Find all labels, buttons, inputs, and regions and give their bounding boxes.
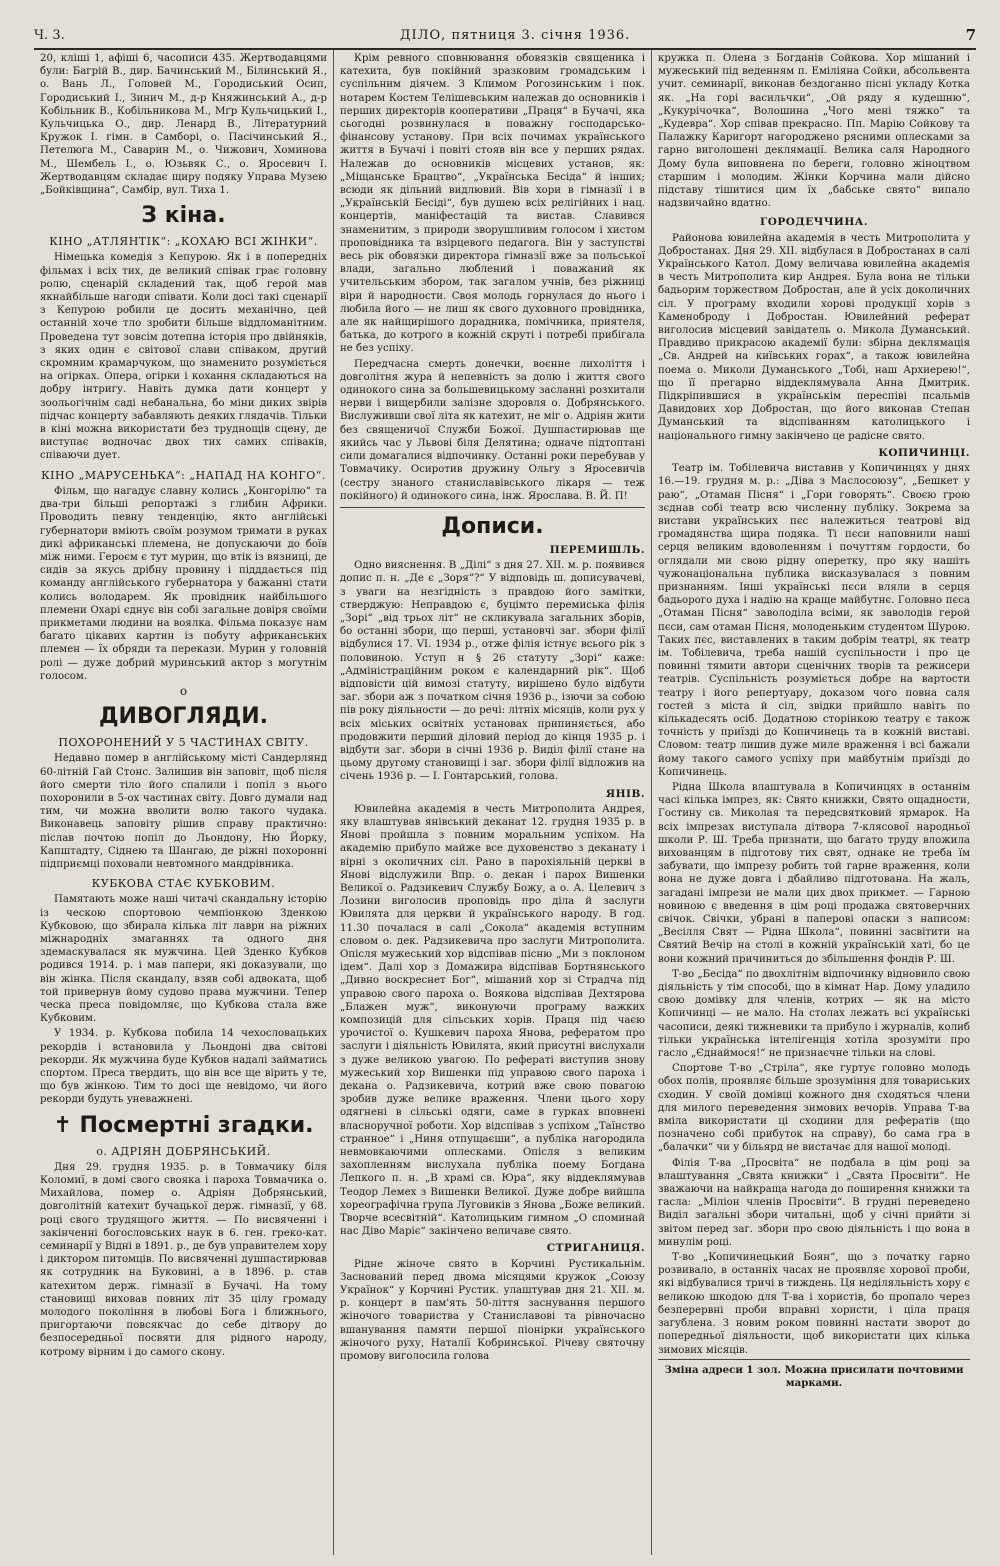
kopychyntsi-text-3: Т-во „Бесіда“ по двохлітнім відпочинку відновило свою діяльність у тім способі, що в кімнат Нар. Дому уладило свою домівку для членів, котрих — як на місто Копичинці — не мало. На столах лежать всі українські часописи, деякі тижневики та прибуло і журналів, колиб тільки українська інтелігенція хотіла зрозуміти про гасло „Єднаймося!“ не признаєчне тільки на слові. [658,968,970,1060]
kopychyntsi-text-6: Т-во „Копичинецький Боян“, що з початку гарно розвивало, в останніх часах не проявляє хорової проби, які відбувалися тричі в тиждень. Ця неділяльність хору є великою шкодою для Т-ва і хористів, бо пропало через безперервні проби вправні хористи, і ціла праця загублена. З новим роком повинні настати зворот до попередньої діяльности, щоб використати цих кілька зимових місяців. [658,1252,970,1356]
section-title-kino: З кіна. [141,203,226,229]
yaniv-text: Ювилейна академія в честь Митрополита Андрея, яку влаштував янівський деканат 12. грудня 1935 р. в Янові пройшла з повним моральним успіхом. На академію прибуло майже все духовенство з деканату і вірні з околичних сіл. Рано в парохіяльній церкві в Янові відслужили Впр. о. декан і парох Вишенки Великої о. Радзикевич Службу Божу, а о. А. Целевич з Лозини виголосив проповідь про діла й заслуги Ювилята для церкви й українського народу. В год. 11.30 почалася в салі „Сокола“ академія вступним словом о. дек. Радзикевича про заслуги Митрополита. Опісля мужеський хор відспівав пісню „Ми з поклоном ідем“. Далі хор з Домажира відспівав Бортнянського „Дивно воскреснет Бог“, мішаний хор зі Страдча під управою свого пароха о. Воякова відспівав Дехтярова „Блажен муж“, виконуючи програму важких композицій для сільських хорів. Праця під чаєю урочистої о. Кушкевич пароха Янова, рефератом про заслуги і діяльність Ювилята, який присутні вислухали з дуже великою увагою. По рефераті виступив знову мужеський хор Вишенки під управою свого пароха і декана о. Радзикевича, котрий вже свою повагою зробив дуже велике враження. Члени цього хору одягнені в сільські одяги, саме в гурках вповнені власноручної роботи. Хор відспівав з успіхом „Таїнство странное“ і „Ниня отпущаєши“, а публіка нагородила невмовкаючими оплесками. Опісля з великим захопленням вислухала публіка поему Богдана Лепкого п. н. „В храмі св. Юра“, яку віддеклямував Теодор Лемех з Вишенки Великої. Дуже добре вийшла хореографічна група Луговиків з Янова „Боже великий. Творче всесвітній“. Католицьким гимном „О споминай нас Діво Маріє“ закінчено величаве свято. [340,803,645,1238]
peremyshl-text: Одно вияснення. В „Ділі“ з дня 27. ХІІ. м. р. появився допис п. н. „Де є „Зоря“?“ У відповідь ш. дописувачеві, з уваги на незгідність з правдою його замітки, стверджую: Неправдою є, буцімто перемиська філія „Зорі“ „від трьох літ“ не скликувала загальних зборів, бо останні збори, що перші, установчі заг. збори філії відбулися 17. VI. 1934 р., отже філія істнує всього рік з половиною. Уступ н § 26 статуту „Зорі“ каже: „Адміністраційним роком є календарний рік“. Щоб відповісти цій вимозі статуту, вирішено було відбути заг. збори аж з початком січня 1936 р., ізючи за собою пів року діяльности — до речі: літніх місяців, коли рух у всіх міських освітніх установах припиняється, або продовжити перший діловий період до кінця 1935 р. і відбути заг. збори в січні 1936 р. Виділ філії стане на цьому другому становищі і заг. збори філії відложив на січень 1936 р. — І. Гонтарський, голова. [340,560,645,783]
newspaper-dateline: ДІЛО, пятниця 3. січня 1936. [399,27,631,43]
dyvo2-heading: КУБКОВА СТАЄ КУБКОВИМ. [91,877,276,891]
horodechchyna-heading: ГОРОДЕЧЧИНА. [759,216,868,229]
masthead [34,18,976,50]
obituary-text: Дня 29. грудня 1935. р. в Товмачику біля Коломиї, в домі свого свояка і пароха Товмачика о. Михайлова, помер о. Адріян Добрянський, довголітній катехит бучацької держ. гімназії, у 68. році свого трудящого життя. — По висвяченні і закінченні богословських наук в 6. ген. греко-кат. семинарії у Відні в 1891. р., де був управителем хору і диктором питомців. По висвяченні душпастирював як сотрудник на Буковині, а в 1896. р. став катехитом держ. гімназії в Бучачі. На тому становищі виховав повних літ 35 цілу громаду молодого покоління в любові Бога і ближнього, пригортаючи повсякчас до себе дітвору до безпосередньої посвяти для рідного народу, котрому вірним і до самого скону. [40,1161,328,1358]
dyvo2-text-2: У 1934. р. Кубкова побила 14 чехословацьких рекордів і встановила у Льондоні два світові рекорди. Як мужчина буде Кубков надалі займатись спортом. Преса твердить, що він все ще вірить у те, що був жінкою. Тим то досі ще невідомо, чи його рекорди будуть уневажнені. [40,1028,327,1106]
section-title-obituaries: ✝ Посмертні згадки. [53,1112,314,1138]
dyvo1-heading: ПОХОРОНЕНИЙ У 5 ЧАСТИНАХ СВІТУ. [58,736,309,750]
dyvo2-text-1: Памятають може наші читачі скандальну історію із ческою спортовою чемпіонкою Зденкою Кубковою, що збирала кілька літ лаври на ріжних міжнародніх змаганнях та одного дня здемаскувалася як мужчина. Цей Зденко Кубков родився 1914. р. і мав папери, які доказували, що він жінка. Після скандалу, взяв собі адвоката, щоб той привернув йому судово права мужчини. Тепер ческа преса повідомляє, що Кубкова стала вже Кубковим. [40,894,327,1025]
column-3 [652,50,976,1555]
kopychyntsi-text-1: Театр ім. Тобілевича виставив у Копичинцях у днях 16.—19. грудня м. р.: „Діва з Маслосоюзу“, „Бешкет у раю“, „Отаман Пісня“ і „Гори говорять“. Своєю грою зєднав собі театр всю численну публіку. Зокрема за вистави українських пєс належиться театрові від громадянства щира подяка. Ті пєси наповнили наші серця великим вдоволенням і почуттям гордости, бо оглядали ми свою рідну оперетку, про яку нашіть чужонаціональна публика висказувалася з повним признанням. Інші українські пєси вляли в серця бадьорого духа і надію на краще майбутнє. Головно пєса „Отаман Пісня“ заволоділа всіми, як заволодів герой пєси, сам отаман Пісня, молоденьким студентом Шурою. Таких пєс, виставлених в таким добрім театрі, як театр ім. Тобілевича, треба нашій суспільности і про це повинні тямити автори сценічних творів та режисери театрів. Суспільність розуміється добре на вартости театру і його репертуару, доказом чого повна саля гостей з міста й сіл, звідки прийшло навіть по кількадесять осіб. Додатною сторінкою театру є також точність у приїзді до Копичинець та в кожній виставі. Словом: театр лишив дуже миле враження і всі бажали йому такого самого успіху при майбутнім приїзді до Копичинець. [658,463,970,778]
kino2-text: Фільм, що нагадує славну колись „Конгорілю“ та два-три більші репортажі з глибин Африки. Проводить певну тенденцію, якто англійські губернатори вміють своїм розумом тримати в руках дикі африканські племена, не допускаючи до боїв між ними. Героєм є тут мурин, що втік із вязниці, де сидів за якусь дрібну провину і підддається під команду англійського губернатора у бажанні стати колись володарем. Як провідник найбільшого племени Охарі єднує він собі загальне довіря своїми прикметами людини на воялка. Фільма показує нам багато цікавих картин із побуту африканських племен — їх обряди та перекази. Мурин у головній ролі — дуже добрий муринський актор з могутнім голосом. [40,485,327,682]
kino1-heading: КІНО „АТЛЯНТІК“: „КОХАЮ ВСІ ЖІНКИ“. [49,235,318,249]
peremyshl-heading: ПЕРЕМИШЛЬ. [549,543,645,556]
columns [34,50,976,1555]
page-number: 7 [965,26,976,44]
section-title-dyvohliady: ДИВОГЛЯДИ. [98,704,269,730]
yaniv-heading: ЯНІВ. [605,787,645,800]
section-title-dopysy: Дописи. [441,513,544,539]
divider [340,507,645,508]
stryhanytsia-heading: СТРИГАНИЦЯ. [546,1242,645,1255]
stryhanytsia-continued: кружка п. Олена з Богданів Сойкова. Хор мішаний і мужеський під веденням п. Еміліяна Сойки, абсольвента учит. семинарії, виконав бездоганно пісні укладу Котка як. „На горі васильчки“, „Ой ряду я кудешню“, „Кукурічочка“, Волошина „Чого мені тяжко“ та „Кудевра“. Хор співав прекрасно. Пп. Марію Сойкову та Палажку Каригорт нагороджено рясними оплесками за гарно виголошені деклямації. Велика саля Народного Дому була виповнена по береги, головно жіноцтвом старшим і молодим. Жінки Корчина мали дійсно підставу тішитися цим їх „бабське свято“ випало надзвичайно вдатно. [658,53,970,210]
column-2 [334,50,652,1555]
obituary-name: о. АДРІЯН ДОБРЯНСЬКИЙ. [96,1144,271,1158]
kopychyntsi-text-5: Філія Т-ва „Просвіта“ не подбала в цім році за влаштування „Свята книжки“ і „Свята Просвіти“. Не зважаючи на найкраща нагода до поширення книжки та гасла: „Міліон членів Просвіти“. В грудні переведено Виділ загальні збори читальні, щоб у січні прийти зі звітом перед заг. збори про свою діяльність і що вона в минулім році. [658,1157,970,1248]
kopychyntsi-text-4: Спортове Т-во „Стріла“, яке гуртує головно молодь обох полів, проявляє більше зрозуміння для товариських сходин. У своїй домівці кожного дня сходяться члени для милого переведення зимових вечорів. Управа Т-ва вміла використати ці сходини для рефератів (що позначено собі прибуток на справу), бо сама гра в „балачки“ чи у більярд не вистачає для нашої молоді. [658,1063,970,1154]
kopychyntsi-text-2: Рідна Школа влаштувала в Копичинцях в останнім часі кілька імпрез, як: Свято книжки, Свято ощадности, Гостину св. Миколая та передсвятковий ярмарок. На всіх імпрезах виступала дітвора 7-клясової народньої школи Р. Ш. Треба признати, що багато труду вложила вихованцям в підготову тих свят, однаке не треба їм забувати, що імпрезу робить той гарне враження, коли вона не дуже довга і дбайливо підготована. На жаль, загадані імпрези не мали цих двох прикмет. — Гарною новиною є введення в цім році продажа святоверчних свічок. Свічки, убрані в паперові опаски з написом: „Весілля Свят — Рідна Школа“, повинні засвітити на Святий Вечір на столі в кожній українській хаті, бо це вони кожний причиниться до збільшення фондів Р. Ш. [658,781,970,965]
donors-paragraph: 20, кліші 1, афіші 6, часописи 435. Жертводавцями були: Багрій В., дир. Бачинський М., Білинський Я., о. Вань Л., Головей М., Городиський Осип, Городиський І., Зинич М., д-р Княжинський А., д-р Кобільник В., Кобільникова М., Мґр Кульчицький І., Кульчицька О., дир. Ленард В., Літературний Кружок І. гімн. в Самборі, о. Пасічинський Я., Петелюга М., Саварин М., о. Чижович, Хоминова М., Шембель І., о. Юзьвяк С., о. Яросевич І. Жертводавцям складає щиру подяку Управа Музею „Бойківщина“, Самбір, вул. Тиха 1. [40,53,327,197]
column-1 [34,50,334,1555]
address-change-notice: Зміна адреси 1 зол. Можна присилати почтовими марками. [658,1359,970,1390]
obituary-continued-2: Передчасна смерть донечки, воєнне лихоліття і довголітня жура й непевність за долю і життя свого одинокого сина за большевицькому засланні розхитали нерви і вищербили залізне здоровля о. Добрянського. Вислуживши свої літа як катехит, не міг о. Адріян жити без священичої Служби Божої. Душпастирював ще якийсь час у Львові біля Делятина; одначе підтоптані сили домагалися відпочинку. Останні роки перебував у Товмачику. Осиротив дружину Ольгу з Яросевичів (сестру знаного станиславівського лікаря — теж покійного) й одинокого сина, інж. Ярослава. В. Й. П! [340,358,645,502]
horodechchyna-text: Районова ювилейна академія в честь Митрополита у Доброcтанах. Дня 29. XII. відбулася в Доброcтанах в салі Українського Катол. Дому величава ювилейна академія в честь Митрополита кир Андрея. Була вона не тільки бадьорим торжеством Доброcтан, але й усіх доколичних сіл. У програму входили хорові продукції хорів з Каменоброду і Доброcтан. Ювилейний реферат виголосив місцевий завідатель о. Микола Думанський. Правдиво прикрасою академії були: збірна деклямація „Св. Андрей на київських горах“, а також ювилейна поема о. Миколи Думанського „Тобі, наш Архиерею!“, що її прегарно віддеклямувала Анна Дмитрик. Підкріпившися в українськім переспіві псальмів Давидових хор Доброcтан, що його виконав Степан Думанський та відспіванням католицького і національного гимну закінчено це радісне свято. [658,232,970,442]
kino1-text: Німецька комедія з Кепурою. Як і в попередніх фільмах і всіх тих, де великий співак грає головну ролю, сценарій складений так, щоб герой мав якнайбільше нагоди співати. Коли досі такі сценарії з Кепурою робили це досить механічно, цей останній хоче тло зробити більше віддломанітним. Проведена тут зовсім дотепна історія про двійняків, з яких один є світової слави співаком, другий скромним крамарчуком, що знаменито розуміється на огірках. Опера, огірки і кохання складаються на добру інтригу. Навіть думка дати концерт у зоольогічнім саді небанальна, бо міни диких звірів підчас концерту забавляють деяких глядачів. Тільки в кіні можна використати без труднощів сцену, де виступає водночас двох тих самих співаків, співаючи дует. [40,252,327,462]
dyvo1-text: Недавно помер в англійському місті Сандерлянд 60-літній Гай Стонс. Залишив він заповіт, щоб після його смерти тіло його спалили і попіл з нього похоронили в 5-ох частинах світу. Довго думали над тим, чи можна вволити волю такого чудака. Виконавець заповіту рішив справу практично: післав почтою попіл до Льондону, Ню Йорку, Капштадту, Сіднею та Шангаю, де ріжні похоронні підприємці поховали невтомного мандрівника. [40,753,327,870]
stryhanytsia-text: Рідне жіноче свято в Корчині Рустикальнім. Заснований перед двома місяцями кружок „Союзу Українок“ у Корчині Рустик. улаштував дня 21. ХІІ. м. р. концерт в пам'ять 50-ліття заснування першого жіночого товариства у Станиславові та рівночасно вшанування памяти першої піонірки українського жіночого руху, Наталії Кобринської. Річеву святочну промову виголосила голова [340,1258,645,1363]
kopychyntsi-heading: КОПИЧИНЦІ. [878,446,970,459]
kino2-heading: КІНО „МАРУСЕНЬКА“: „НАПАД НА КОНГО“. [41,468,326,482]
separator: o [179,683,188,698]
issue-number: Ч. 3. [34,27,65,43]
obituary-continued-1: Крім ревного сповнювання обовязків священика і катехита, був покійний зразковим громадським і суспільним діячем. З Климом Рогозинським і пок. нотарем Костем Телішевським належав до основників і перших директорів кооперативи „Праця“ в Бучачі, яка сьогодні розвинулася в поважну господарсько-фінансову установу. При всіх почимах українського життя в Бучачі і повіті стояв він все у перших рядах. Належав до основників місцевих установ, як: „Міщанське Брацтво“, „Українська Бесіда“ й інших; всюди як дільний видлювий. Вів хори в гімназії і в „Українській Бесіді“, був душею всіх релігійних і нац. концертів, маніфестацій та вистав. Славився знаменитим, з природи звоpушливим голосом і хистом проповідника та взірцевого педагога. Він у заступстві весь рік обовязки директора гімназії вже за польської влади, загально люблений і поважаний як учительським збором, так загалом учнів, без ріжниці віри й народности. Своя молодь горнулася до нього і любила його — не лиш як свого духовного провідника, але як найщирішого дорадника, помічника, приятеля, батька, до котрого в кожній скруті і потребі прибігала не без успіху. [340,53,645,355]
